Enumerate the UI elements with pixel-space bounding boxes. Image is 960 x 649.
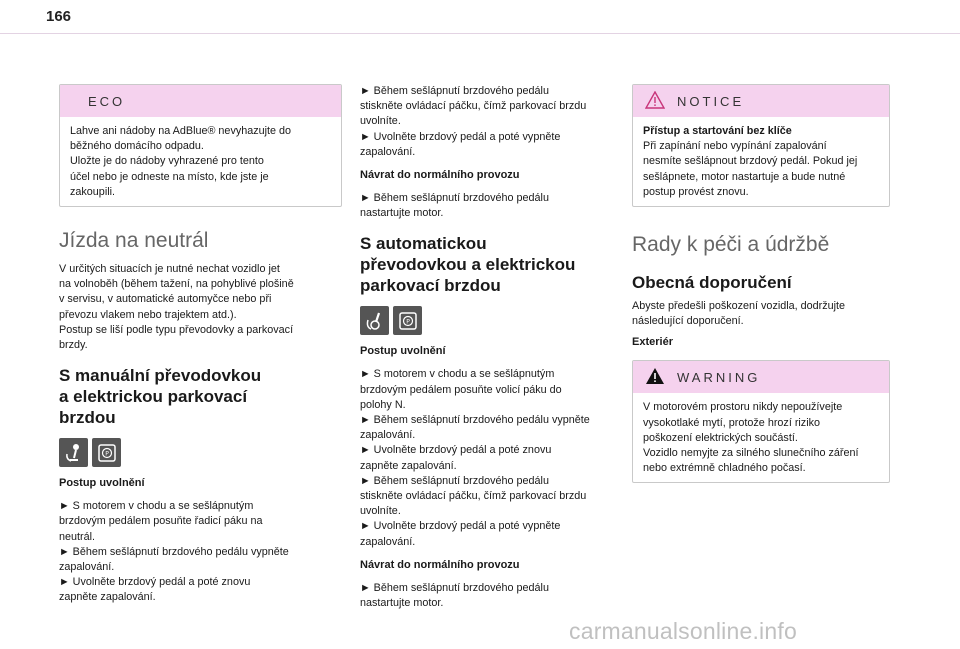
header-divider [0,33,960,34]
notice-box-title: NOTICE [677,93,745,109]
manual-continued-steps [360,84,643,160]
text-line: Lahve ani nádoby na AdBlue® nevyhazujte do [70,125,292,137]
automatic-return-steps [360,581,643,611]
eco-box [59,84,342,207]
step-line: uvolníte. [360,505,401,518]
step-line: uvolníte. [360,115,401,128]
step-line: ► Během sešlápnutí brzdového pedálu vypněte [360,414,590,427]
text-line: nebo extrémně chladného počasí. [643,462,806,475]
svg-text:P: P [104,450,109,458]
svg-text:P: P [405,318,410,326]
electric-parking-brake-icon [92,438,121,467]
eco-box-title: ECO [60,85,341,117]
step-line: nastartujte motor. [360,207,444,220]
text-line: v servisu, v automatické automyčce nebo při [59,293,272,306]
gear-lever-icon [59,438,88,467]
electric-parking-brake-icon [393,306,422,335]
eco-box-text [60,117,341,206]
step-line: nastartujte motor. [360,597,444,610]
step-line: neutrál. [59,530,96,543]
step-line: ► Během sešlápnutí brzdového pedálu vypněte [59,545,289,558]
general-heading: Obecná doporučení [632,273,792,293]
step-line: brzdovým pedálem posuňte volicí páku do [360,383,562,396]
text-line: převozu vlakem nebo trajektem atd.). [59,308,237,321]
warning-box-header [633,361,889,393]
text-line: Postup se liší podle typu převodovky a parkovací [59,323,294,336]
notice-box [632,84,890,207]
heading-line: a elektrickou parkovací [59,387,248,407]
notice-triangle-icon [645,91,665,112]
exterior-title: Exteriér [632,336,673,349]
text-line: poškození elektrických součástí. [643,431,798,444]
text-line: nesmíte sešlápnout brzdový pedál. Pokud jej [643,155,858,168]
watermark: carmanualsonline.info [569,618,797,644]
warning-box-title: WARNING [677,369,761,385]
text-line: V motorovém prostoru nikdy nepoužívejte [643,401,843,414]
step-line: stiskněte ovládací páčku, čímž parkovací brzdu [360,490,587,503]
column-left [59,84,342,606]
text-line: Při zapínání nebo vypínání zapalování [643,140,827,153]
step-line: ► Během sešlápnutí brzdového pedálu [360,474,549,487]
general-text [632,299,890,329]
text-line: V určitých situacích je nutné nechat vozidlo jet [59,263,280,276]
step-line: ► Uvolněte brzdový pedál a poté znovu [59,576,251,589]
step-line: zapalování. [59,561,115,574]
step-line: ► S motorem v chodu a se sešlápnutým [360,368,555,381]
step-line: ► S motorem v chodu a se sešlápnutým [59,500,254,513]
text-line: účel nebo je odneste na místo, kde jste je [70,170,269,183]
text-line: Uložte je do nádoby vyhrazené pro tento [70,155,264,168]
neutral-heading: Jízda na neutrál [59,229,209,253]
heading-line: S automatickou [360,234,487,254]
heading-line: převodovkou a elektrickou [360,255,576,275]
automatic-release-title: Postup uvolnění [360,345,446,358]
heading-line: brzdou [59,408,116,428]
manual-release-steps [59,499,342,605]
automatic-icons [360,306,643,335]
step-line: ► Během sešlápnutí brzdového pedálu [360,85,549,97]
neutral-text [59,262,342,353]
automatic-heading [360,233,643,296]
auto-selector-icon [360,306,389,335]
notice-box-text [633,117,889,206]
step-line: zapněte zapalování. [360,459,457,472]
step-line: ► Během sešlápnutí brzdového pedálu [360,581,549,594]
page-number: 166 [46,8,72,25]
column-middle [360,84,643,611]
step-line: zapalování. [360,429,416,442]
notice-box-header [633,85,889,117]
step-line: ► Uvolněte brzdový pedál a poté vypněte [360,130,561,143]
step-line: stiskněte ovládací páčku, čímž parkovací brzdu [360,100,587,113]
heading-line: S manuální převodovkou [59,366,262,386]
heading-line: parkovací brzdou [360,276,501,296]
text-line: brzdy. [59,339,88,352]
step-line: zapněte zapalování. [59,591,156,604]
warning-box-text [633,393,889,482]
manual-icons [59,438,342,467]
text-line: na volnoběh (během tažení, na pohyblivé plošině [59,278,294,291]
text-line: sešlápnete, motor nastartuje a bude nutné [643,170,846,183]
manual-return-title: Návrat do normálního provozu [360,169,520,182]
text-line: běžného domácího odpadu. [70,140,204,153]
notice-subtitle: Přístup a startování bez klíče [643,125,792,137]
text-line: následující doporučení. [632,315,744,328]
text-line: Abyste předešli poškození vozidla, dodržujte [632,300,846,313]
text-line: Vozidlo nemyjte za silného slunečního záření [643,447,859,460]
automatic-return-title: Návrat do normálního provozu [360,558,520,571]
column-right [632,84,890,483]
step-line: polohy N. [360,398,406,411]
step-line: zapalování. [360,535,416,548]
step-line: ► Během sešlápnutí brzdového pedálu [360,192,549,205]
warning-triangle-icon [645,367,665,388]
warning-box [632,360,890,483]
manual-release-title: Postup uvolnění [59,477,145,490]
text-line: postup provést znovu. [643,185,749,198]
step-line: brzdovým pedálem posuňte řadicí páku na [59,515,263,528]
step-line: ► Uvolněte brzdový pedál a poté vypněte [360,520,561,533]
text-line: vysokotlaké mytí, protože hrozí riziko [643,416,821,429]
step-line: ► Uvolněte brzdový pedál a poté znovu [360,444,552,457]
text-line: zakoupili. [70,185,116,198]
step-line: zapalování. [360,145,416,158]
manual-heading [59,365,342,428]
care-heading: Rady k péči a údržbě [632,233,830,257]
automatic-release-steps [360,367,643,549]
manual-return-steps [360,191,643,221]
